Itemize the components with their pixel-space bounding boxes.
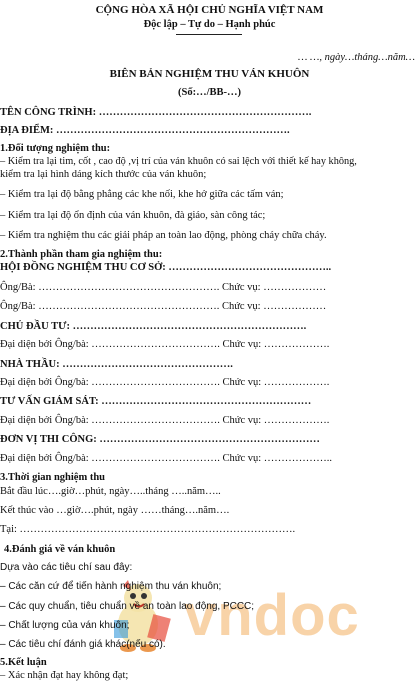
criteria-item-3: – Chất lượng của ván khuôn; [0, 620, 130, 631]
investor-representative: Đại diện bởi Ông/bà: ………………………………. Chức vụ: ………………. [0, 339, 330, 350]
section-1-line-5: – Kiểm tra nghiệm thu các giải pháp an toàn lao động, phòng cháy chữa cháy. [0, 230, 327, 241]
section-2-heading: 2.Thành phần tham gia nghiệm thu: [0, 249, 163, 260]
executor-line: ĐƠN VỊ THI CÔNG: ……………………………………………………… [0, 434, 320, 445]
section-1-line-4: – Kiểm tra lại độ ổn định của ván khuôn, đà giáo, sàn công tác; [0, 210, 266, 221]
date-line: … …, ngày…tháng…năm… [298, 52, 415, 63]
document-title: BIÊN BẢN NGHIỆM THU VÁN KHUÔN [109, 68, 310, 80]
document-number: (Số:…/BB-…) [178, 87, 241, 98]
section-1-line-1: – Kiểm tra lại tim, cốt , cao độ ,vị trí của ván khuôn có sai lệch với thiết kế hay không, [0, 156, 357, 167]
criteria-item-2: – Các quy chuẩn, tiêu chuẩn về an toàn lao động, PCCC; [0, 601, 255, 612]
project-name-line: TÊN CÔNG TRÌNH: ……………………………………………………. [0, 107, 312, 118]
council-line: HỘI ĐỒNG NGHIỆM THU CƠ SỞ: ……………………………………….. [0, 262, 332, 273]
section-1-line-3: – Kiểm tra lại độ bằng phẳng các khe nối, khe hở giữa các tấm ván; [0, 189, 284, 200]
contractor-line: NHÀ THẦU: …………………………………………. [0, 359, 233, 370]
end-time-line: Kết thúc vào …giờ….phút, ngày ……tháng….năm…. [0, 505, 230, 516]
supervisor-line: TƯ VẤN GIÁM SÁT: …………………………………………………… [0, 396, 312, 407]
national-motto: Độc lập – Tự do – Hạnh phúc [143, 19, 276, 30]
start-time-line: Bắt đầu lúc….giờ…phút, ngày…..tháng …..năm….. [0, 486, 221, 497]
section-4-heading: 4.Đánh giá về ván khuôn [4, 544, 116, 555]
place-line: Tại: ……………………………………………………………………. [0, 524, 296, 535]
supervisor-representative: Đại diện bởi Ông/bà: ………………………………. Chức vụ: ………………. [0, 415, 330, 426]
contractor-representative: Đại diện bởi Ông/bà: ………………………………. Chức vụ: ………………. [0, 377, 330, 388]
section-1-heading: 1.Đối tượng nghiệm thu: [0, 143, 111, 154]
criteria-intro: Dựa vào các tiêu chí sau đây: [0, 562, 133, 573]
section-5-heading: 5.Kết luận [0, 657, 47, 668]
investor-line: CHỦ ĐẦU TƯ: …………………………………………………………. [0, 321, 307, 332]
council-member-1: Ông/Bà: ……………………………………………. Chức vụ: ……………… [0, 282, 327, 293]
executor-representative: Đại diện bởi Ông/bà: ………………………………. Chức vụ: ……………….. [0, 453, 333, 464]
conclusion-line-1: – Xác nhận đạt hay không đạt; [0, 670, 129, 681]
location-line: ĐỊA ĐIỂM: …………………………………………………………. [0, 125, 290, 136]
criteria-item-1: – Các căn cứ để tiến hành nghiệm thu ván khuôn; [0, 581, 222, 592]
watermark-text: vndoc [184, 583, 360, 648]
section-1-line-2: kiểm tra lại hình dáng kích thước của ván khuôn; [0, 169, 207, 180]
country-name: CỘNG HÒA XÃ HỘI CHỦ NGHĨA VIỆT NAM [95, 4, 324, 16]
council-member-2: Ông/Bà: ……………………………………………. Chức vụ: ……………… [0, 301, 327, 312]
section-3-heading: 3.Thời gian nghiệm thu [0, 472, 106, 483]
motto-underline [176, 34, 242, 35]
criteria-item-4: – Các tiêu chí đánh giá khác(nếu có). [0, 639, 166, 650]
